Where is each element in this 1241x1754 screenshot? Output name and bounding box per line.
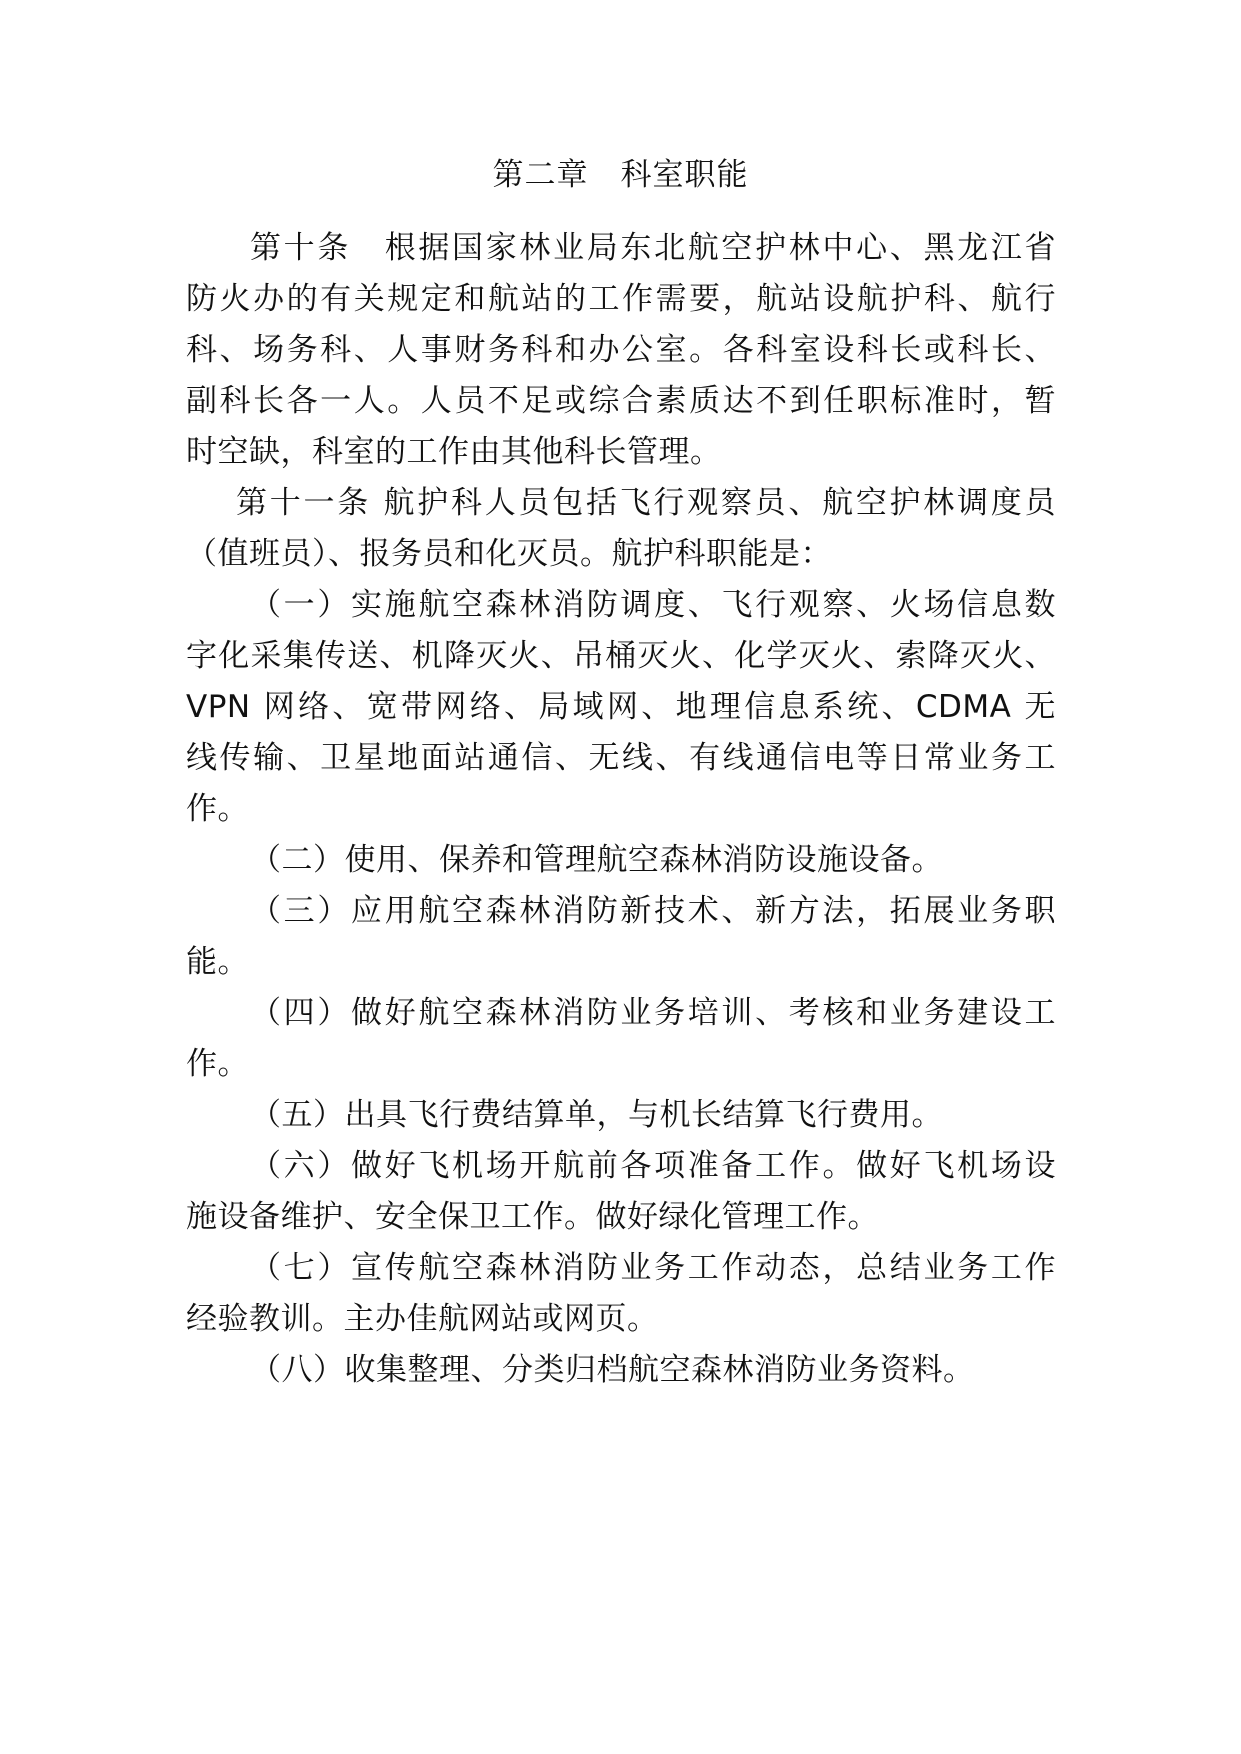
chapter-title: 第二章 科室职能 (492, 157, 749, 193)
text-line: 经验教训。主办佳航网站或网页。 (186, 1301, 659, 1337)
text-line: 能。 (186, 944, 249, 980)
text-line: 线传输、卫星地面站通信、无线、有线通信电等日常业务工 (186, 740, 1056, 776)
text-line: （三）应用航空森林消防新技术、新方法，拓展业务职 (250, 893, 1056, 929)
text-line: （六）做好飞机场开航前各项准备工作。做好飞机场设 (250, 1148, 1056, 1184)
text-line: 时空缺，科室的工作由其他科长管理。 (186, 434, 722, 470)
text-line: 第十条 根据国家林业局东北航空护林中心、黑龙江省 (250, 230, 1056, 266)
text-line: 副科长各一人。人员不足或综合素质达不到任职标准时，暂 (186, 383, 1056, 419)
text-line: 科、场务科、人事财务科和办公室。各科室设科长或科长、 (186, 332, 1056, 368)
text-line: （二）使用、保养和管理航空森林消防设施设备。 (250, 842, 943, 878)
text-line: 作。 (186, 791, 249, 827)
text-line: （七）宣传航空森林消防业务工作动态，总结业务工作 (250, 1250, 1056, 1286)
text-line: 防火办的有关规定和航站的工作需要，航站设航护科、航行 (186, 281, 1056, 317)
text-line: （五）出具飞行费结算单，与机长结算飞行费用。 (250, 1097, 943, 1133)
text-line: 施设备维护、安全保卫工作。做好绿化管理工作。 (186, 1199, 879, 1235)
text-line: 字化采集传送、机降灭火、吊桶灭火、化学灭火、索降灭火、 (186, 638, 1056, 674)
text-line: （一）实施航空森林消防调度、飞行观察、火场信息数 (250, 587, 1056, 623)
text-line: VPN 网络、宽带网络、局域网、地理信息系统、CDMA 无 (186, 689, 1056, 725)
text-line: 第十一条 航护科人员包括飞行观察员、航空护林调度员 (236, 485, 1056, 521)
text-line: （四）做好航空森林消防业务培训、考核和业务建设工 (250, 995, 1056, 1031)
text-line: （值班员）、报务员和化灭员。航护科职能是： (186, 536, 832, 572)
text-line: （八）收集整理、分类归档航空森林消防业务资料。 (250, 1352, 975, 1388)
text-line: 作。 (186, 1046, 249, 1082)
